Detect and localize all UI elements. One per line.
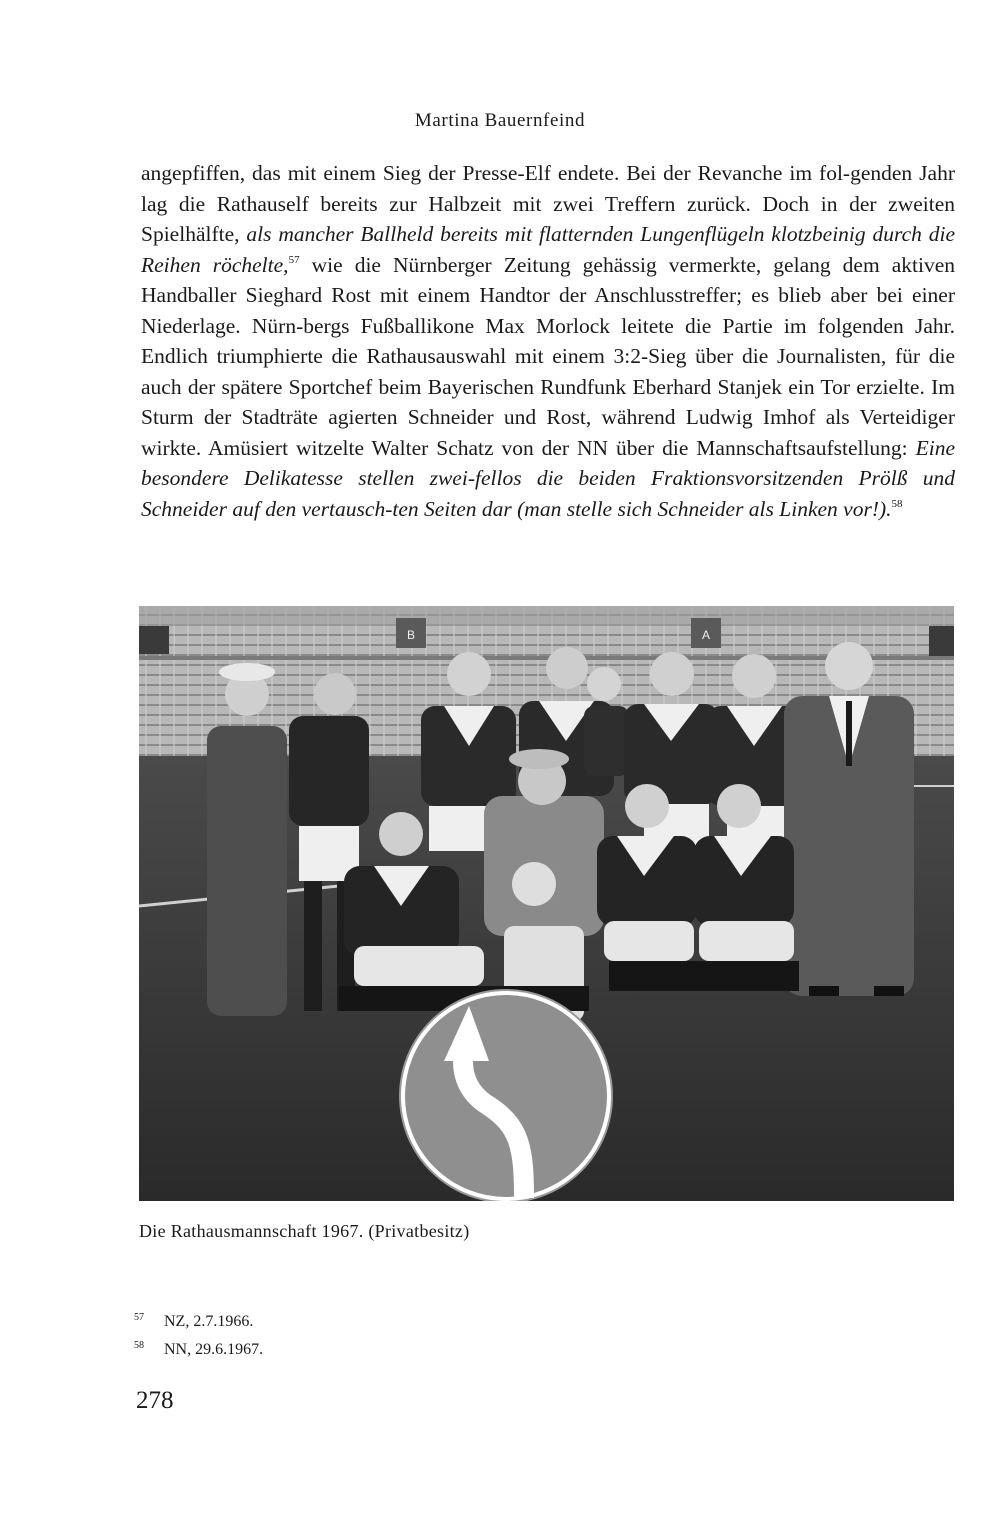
traffic-sign-turn-left	[399, 989, 613, 1201]
footnote-ref-57: 57	[288, 253, 300, 266]
footnotes	[134, 1306, 263, 1362]
paragraph-text: wie die Nürnberger Zeitung gehässig vermerkte, gelang dem aktiven Handballer Sieghard Rost mit einem Handtor der Anschlusstreffer; es blieb aber bei einer Niederlage. Nürn-bergs Fußballikone Max Morlock leitete die Partie im folgenden Jahr. Endlich triumphierte die Rathausauswahl mit einem 3:2-Sieg über die Journalisten, für die auch der spätere Sportchef beim Bayerischen Rundfunk Eberhard Stanjek ein Tor erzielte. Im Sturm der Stadträte agierten Schneider und Rost, während Ludwig Imhof als Verteidiger wirkte. Amüsiert witzelte Walter Schatz von der NN über die Mannschaftsaufstellung:	[141, 252, 955, 460]
footnote-57	[134, 1306, 263, 1334]
footnote-ref-58: 58	[891, 497, 903, 510]
stand-sign-a-label: A	[701, 628, 711, 642]
running-header: Martina Bauernfeind	[414, 110, 586, 131]
page-number: 278	[136, 1387, 174, 1414]
footnote-text: NN, 29.6.1967.	[164, 1341, 264, 1358]
footnote-58	[134, 1334, 263, 1362]
body-paragraph	[141, 158, 955, 524]
quote-walter-schatz: Eine besondere Delikatesse stellen zwei-fellos die beiden Fraktionsvorsitzenden Prölß und Schneider auf den vertausch-ten Seiten dar (man stelle sich Schneider als Linken vor!).	[141, 435, 955, 521]
stand-sign-b-label: B	[406, 628, 416, 642]
footnote-number: 58	[134, 1340, 144, 1351]
photo-caption: Die Rathausmannschaft 1967. (Privatbesitz)	[139, 1221, 470, 1241]
paragraph-text: angepfiffen, das mit einem Sieg der Presse-Elf endete. Bei der Revanche im fol-genden Jahr lag die Rathauself bereits zur Halbzeit mit zwei Treffern zurück. Doch in der zweiten Spielhälfte,	[141, 161, 955, 246]
footnote-number: 57	[134, 1312, 144, 1323]
team-photo	[139, 606, 954, 1201]
footnote-text: NZ, 2.7.1966.	[164, 1313, 254, 1330]
quote-nuernberger-zeitung: als mancher Ballheld bereits mit flatternden Lungenflügeln klotzbeinig durch die Reihen röchelte,	[141, 222, 955, 277]
